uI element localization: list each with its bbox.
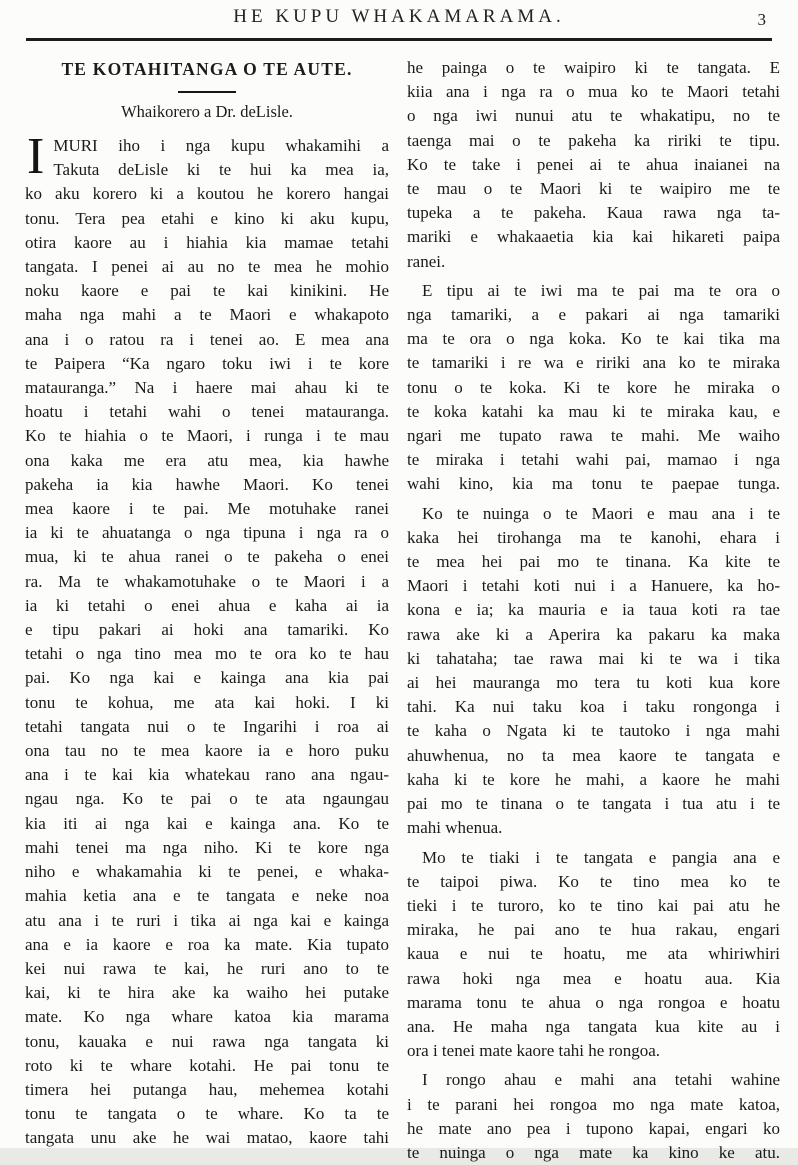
text-line: ona tau no te mea kaore ia e horo puku (25, 741, 389, 761)
text-line: nga tamariki, a e pakari ai nga tamariki (407, 305, 780, 325)
title-divider (178, 91, 236, 93)
text-line: miraka, he pai ano te hua rakau, engari (407, 920, 780, 940)
text-line: te mea hei pai mo te tinana. Ka kite te (407, 552, 780, 572)
text-line: mariki e whakaaetia kia kai hikareti paipa (407, 227, 780, 247)
text-line: ia ki tetahi o enei ahua e kaha ai ia (25, 595, 389, 615)
text-line: ana i o ratou ra i tenei ao. E mea ana (25, 329, 389, 349)
running-header (0, 0, 798, 36)
text-line: ko aku korero ki a koutou he korero hangai (25, 184, 389, 204)
text-line: ana. He maha nga tangata kua kite au i (407, 1016, 780, 1036)
text-line: rawa hoki nga mea e hoatu aua. Kia (407, 968, 780, 988)
text-line: timera hei putanga hau, mehemea kotahi (25, 1079, 389, 1099)
text-line: ana i te kai kia whatekau rano ana ngau- (25, 765, 389, 785)
right-column-text (407, 56, 780, 1165)
text-line: MURI iho i nga kupu whakamihi a (53, 136, 389, 155)
text-line: marama tonu te ahua o nga rongoa e hoatu (407, 992, 780, 1012)
left-column-text (25, 128, 389, 1151)
text-line: hoatu i tetahi wahi o tenei matauranga. (25, 402, 389, 422)
text-line: tonu, kauaka e nui rawa nga tangata ki (25, 1031, 389, 1051)
text-line: ona kaka me era atu mea, kia hawhe (25, 450, 389, 470)
left-column (25, 47, 397, 1165)
text-line: matauranga.” Na i haere mai ahau ki te (25, 378, 389, 398)
text-line: kia iti ai nga kai e kainga ana. Ko te (25, 813, 389, 833)
text-line: tonu. Tera pea etahi e kino ki aku kupu, (25, 208, 389, 228)
text-line: kiia ana i nga ra o mua ko te Maori tetahi (407, 82, 780, 102)
text-line: o nga iwi nunui atu te whakatipu, no te (407, 106, 780, 126)
text-line: te tamariki i re wa e ririki ana ko te miraka (407, 353, 780, 373)
text-line: mua, ki te ahua ranei o te pakeha o enei (25, 547, 389, 567)
drop-cap: I (27, 128, 45, 185)
text-line: mea kaore i te pai. Me motuhake ranei (25, 499, 389, 519)
text-line: ra. Ma te whakamotuhake o te Maori i a (25, 571, 389, 591)
text-line: tahi. Ka nui taku koa i taku rongonga i (407, 697, 780, 717)
text-line: tonu te kohua, me ata kai hoki. I ki (25, 692, 389, 712)
text-line: kaua e nui te hoatu, me ata whiriwhiri (407, 944, 780, 964)
text-line: ahuwhenua, no ta mea kaore te tangata e (407, 745, 780, 765)
paragraph (407, 279, 780, 497)
paragraph (407, 1068, 780, 1165)
text-line: tupeka a te pakeha. Kaua rawa nga ta- (407, 203, 780, 223)
left-column-lines (25, 128, 389, 1151)
text-line: te mau o te Maori ki te waipiro me te (407, 179, 780, 199)
text-line: kaha ki te kore he mahi, a kaore he mahi (407, 769, 780, 789)
text-line: I rongo ahau e mahi ana tetahi wahine (422, 1070, 780, 1090)
text-line: pai mo te tinana o te tangata i tua atu i te (407, 794, 780, 814)
text-line: e tipu pakari ai hoki ana tamariki. Ko (25, 620, 389, 640)
text-line: ai hei mauranga mo tera tu koti kua kore (407, 673, 780, 693)
text-line: mahia ketia ana e te tangata e neke noa (25, 886, 389, 906)
text-line: wahi kino, kia ma tonu te paepae tunga. (407, 474, 780, 494)
text-line: te kaha o Ngata ki te tautoko i nga mahi (407, 721, 780, 741)
text-line: Ko te take i penei ai te ahua inaianei na (407, 154, 780, 174)
text-line: te nuinga o nga mate ka kino ke atu. (407, 1142, 780, 1162)
text-line: kaka hei tirohanga ma te kanohi, ehara i (407, 527, 780, 547)
paragraph (407, 56, 780, 274)
text-line: ngari me tupato rawa te mahi. Me waiho (407, 426, 780, 446)
text-line: he mate ano pea i tupono kapai, engari ko (407, 1118, 780, 1138)
article-title: TE KOTAHITANGA O TE AUTE. (61, 59, 353, 79)
text-line: ki tahataha; tae rawa mai ki te wa i tika (407, 648, 780, 668)
text-line: taenga mai o te pakeha ka ririki te tipu. (407, 130, 780, 150)
text-line: E tipu ai te iwi ma te pai ma te ora o (422, 280, 780, 300)
text-line: kai, ki te hira ake ka waiho hei putake (25, 983, 389, 1003)
text-line: i te parani hei rongoa mo nga mate katoa, (407, 1094, 780, 1114)
text-line: pai. Ko nga kai e kainga ana kia pai (25, 668, 389, 688)
text-line: tetahi o nga tino mea mo te ora ko te hau (25, 644, 389, 664)
text-line: tangata. I penei ai au no te mea he mohio (25, 257, 389, 277)
text-line: tieki i te turoro, ko te tino kai pai atu he (407, 895, 780, 915)
article-subtitle: Whaikorero a Dr. deLisle. (121, 102, 293, 121)
text-line: he painga o te waipiro ki te tangata. E (407, 58, 780, 77)
paragraph (407, 846, 780, 1064)
text-line: otira kaore au i hiahia kia mamae tetahi (25, 232, 389, 252)
text-line: ia ki te ahuatanga o nga tipuna i nga ra o (25, 523, 389, 543)
text-line: ma te ora o nga koka. Ko te kai tika ma (407, 329, 780, 349)
text-line: mahi tenei ma nga niho. Ki te kore nga (25, 837, 389, 857)
text-line: ora i tenei mate kaore tahi he rongoa. (407, 1041, 660, 1061)
text-line: niho e whakamahia ki te penei, e whaka- (25, 862, 389, 882)
running-header-title: HE KUPU WHAKAMARAMA. (233, 6, 565, 27)
text-line: tonu te tangata o te whare. Ko ta te (25, 1104, 389, 1124)
article-body (0, 41, 798, 1165)
text-line: pakeha ia kia hawhe Maori. Ko tenei (25, 474, 389, 494)
text-line: roto ki te whare kotahi. He pai tonu te (25, 1055, 389, 1075)
text-line: kona e ia; ka mauria e ia taua koti ra tae (407, 600, 780, 620)
text-line: Ko te hiahia o te Maori, i runga i te mau (25, 426, 389, 446)
text-line: ngau nga. Ko te pai o te ata ngaungau (25, 789, 389, 809)
text-line: te koka katahi ka mau ki te miraka kau, e (407, 401, 780, 421)
text-line: te miraka i tetahi wahi pai, mamao i nga (407, 450, 780, 470)
text-line: Maori i tetahi koti nui i a Hanuere, ka ho- (407, 576, 780, 596)
text-line: maha nga mahi a te Maori e whakapoto (25, 305, 389, 325)
text-line: mahi whenua. (407, 818, 503, 838)
text-line: tonu o te koka. Ki te kore he miraka o (407, 377, 780, 397)
text-line: Mo te tiaki i te tangata e pangia ana e (422, 847, 780, 867)
text-line: tangata unu ake he wai matao, kaore tahi (25, 1128, 389, 1148)
paragraph (407, 502, 780, 841)
text-line: Ko te nuinga o te Maori e mau ana i te (422, 503, 780, 523)
right-column (397, 47, 780, 1165)
text-line: te Paipera “Ka ngaro toku iwi i te kore (25, 353, 389, 373)
text-line: atu ana i te ruri i tika ai nga kai e kainga (25, 910, 389, 930)
text-line: mate. Ko nga whare katoa kia marama (25, 1007, 389, 1027)
text-line: noku kaore e pai te kai kinikini. He (25, 281, 389, 301)
text-line: ranei. (407, 251, 446, 271)
text-line: Takuta deLisle ki te hui ka mea ia, (53, 160, 389, 180)
text-line: tetahi tangata nui o te Ingarihi i roa ai (25, 716, 389, 736)
text-line: kei nui rawa te kai, he ruri ano to te (25, 958, 389, 978)
text-line: ana e ia kaore e roa ka mate. Kia tupato (25, 934, 389, 954)
page-number: 3 (757, 10, 766, 29)
text-line: rawa ake ki a Aperira ka pakaru ka maka (407, 624, 780, 644)
text-line: te taipoi piwa. Ko te tino mea ko te (407, 871, 780, 891)
